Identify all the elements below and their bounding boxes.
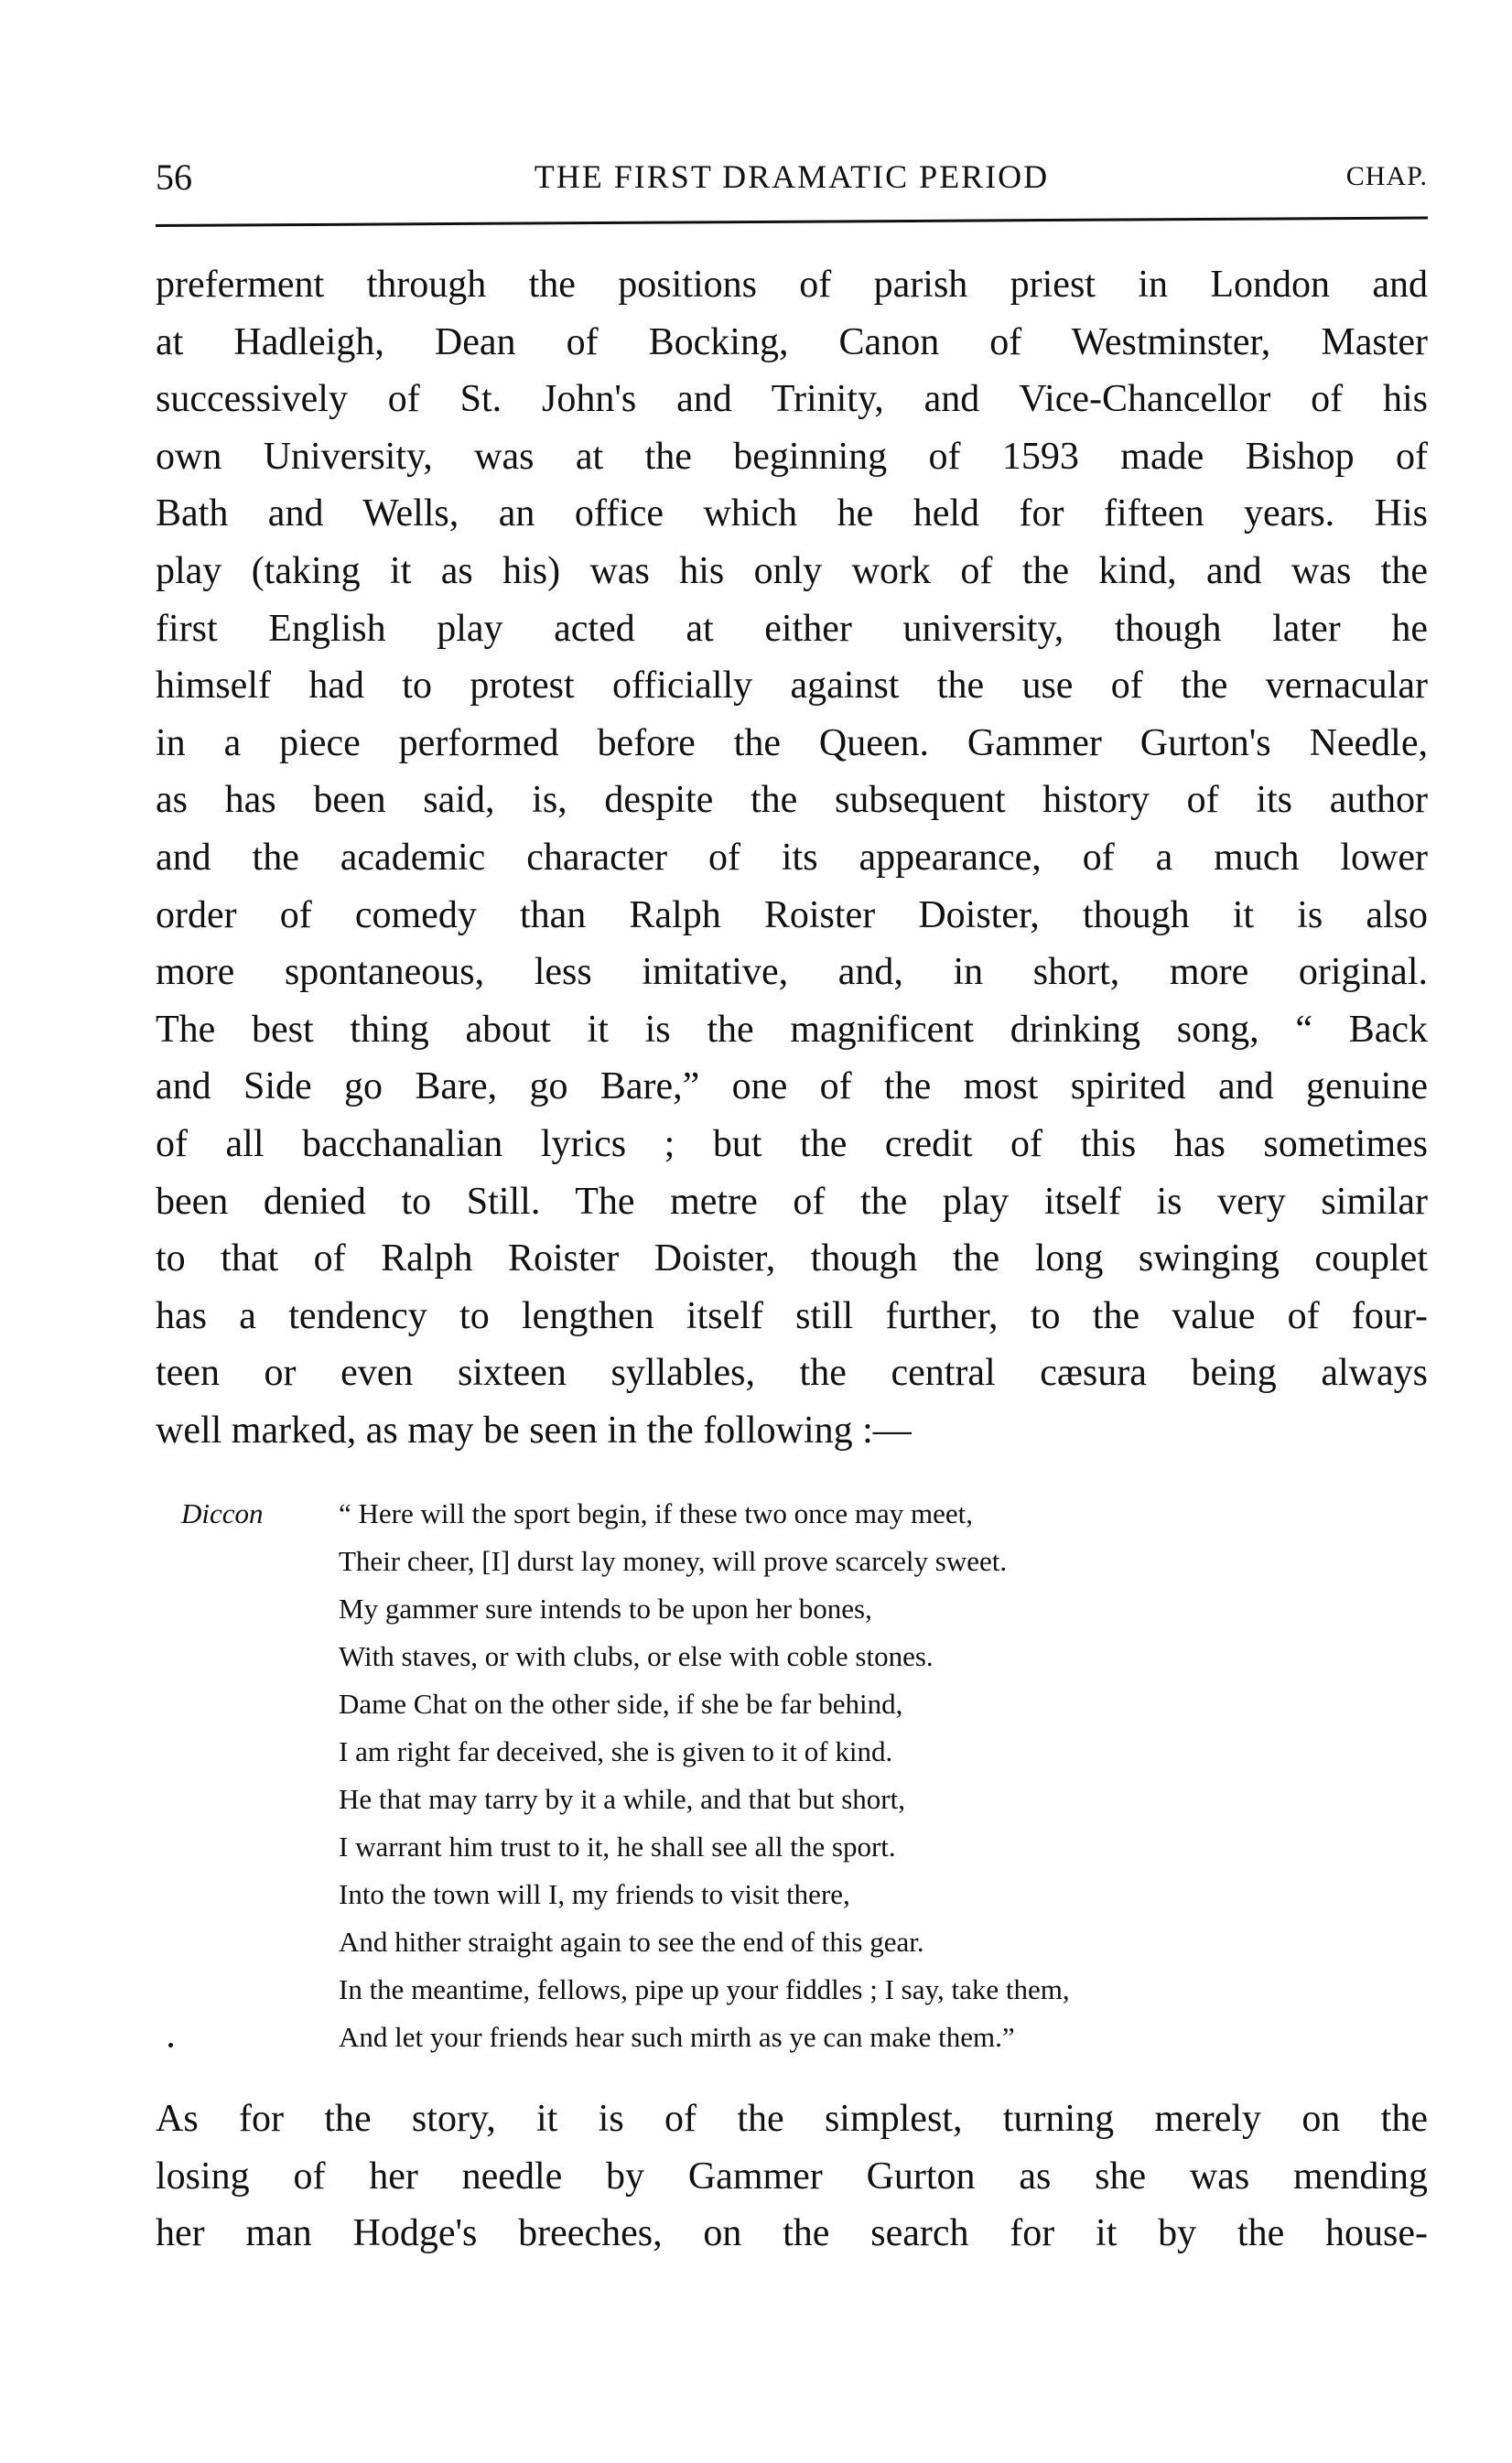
text-line: and Side go Bare, go Bare,” one of the most spirited and genuine [156,1065,1428,1108]
verse-line: And let your friends hear such mirth as ye can make them.” [339,2021,1015,2053]
verse-line: He that may tarry by it a while, and that but short, [339,1783,905,1815]
running-header [156,148,1428,203]
verse-line: Into the town will I, my friends to visit there, [339,1878,850,1910]
text-line: more spontaneous, less imitative, and, in short, more original. [156,951,1428,994]
text-line: As for the story, it is of the simplest, turning merely on the [156,2098,1428,2140]
speaker-name: Diccon [181,1497,264,1529]
text-line: successively of St. John's and Trinity, and Vice-Chancellor of his [156,378,1428,421]
verse-line: I am right far deceived, she is given to it of kind. [339,1735,893,1767]
verse-line: Dame Chat on the other side, if she be far behind, [339,1688,903,1720]
text-line: order of comedy than Ralph Roister Doister, though it is also [156,893,1428,936]
text-line: has a tendency to lengthen itself still further, to the value of four- [156,1294,1428,1337]
verse-line: In the meantime, fellows, pipe up your fiddles ; I say, take them, [339,1973,1070,2005]
text-line: been denied to Still. The metre of the play itself is very similar [156,1180,1428,1223]
chapter-label: CHAP. [1345,161,1428,191]
text-line: her man Hodge's breeches, on the search for it by the house- [156,2212,1428,2255]
verse-line: With staves, or with clubs, or else with coble stones. [339,1640,934,1672]
paragraph-1 [156,256,1428,1459]
verse-line: And hither straight again to see the end of this gear. [339,1926,924,1958]
text-line: Bath and Wells, an office which he held for fifteen years. His [156,492,1428,535]
text-line: of all bacchanalian lyrics ; but the credit of this has sometimes [156,1122,1428,1165]
verse-line: My gammer sure intends to be upon her bones, [339,1593,872,1625]
text-line: teen or even sixteen syllables, the central cæsura being always [156,1352,1428,1395]
paragraph-2 [156,2090,1428,2263]
verse-line: “ Here will the sport begin, if these two once may meet, [339,1497,973,1529]
verse-line: Their cheer, [I] durst lay money, will prove scarcely sweet. [339,1545,1008,1577]
text-line: to that of Ralph Roister Doister, though the long swinging couplet [156,1237,1428,1280]
text-line: at Hadleigh, Dean of Bocking, Canon of Westminster, Master [156,320,1428,363]
stray-mark [168,2043,173,2047]
text-line: losing of her needle by Gammer Gurton as she was mending [156,2155,1428,2198]
verse-line: I warrant him trust to it, he shall see all the sport. [339,1831,896,1863]
text-line: in a piece performed before the Queen. Gammer Gurton's Needle, [156,721,1428,764]
running-title: THE FIRST DRAMATIC PERIOD [534,158,1050,195]
text-line: preferment through the positions of parish priest in London and [156,264,1428,306]
text-line: himself had to protest officially against the use of the vernacular [156,664,1428,708]
page-number: 56 [156,157,192,198]
header-rule [156,217,1428,227]
text-line: as has been said, is, despite the subsequent history of its author [156,779,1428,822]
text-line: and the academic character of its appearance, of a much lower [156,836,1428,879]
text-line: first English play acted at either university, though later he [156,607,1428,650]
text-line: own University, was at the beginning of 1593 made Bishop of [156,435,1428,478]
text-line: The best thing about it is the magnificent drinking song, “ Back [156,1008,1428,1051]
text-line: play (taking it as his) was his only work of the kind, and was the [156,549,1428,592]
text-line: well marked, as may be seen in the following :— [156,1409,912,1452]
